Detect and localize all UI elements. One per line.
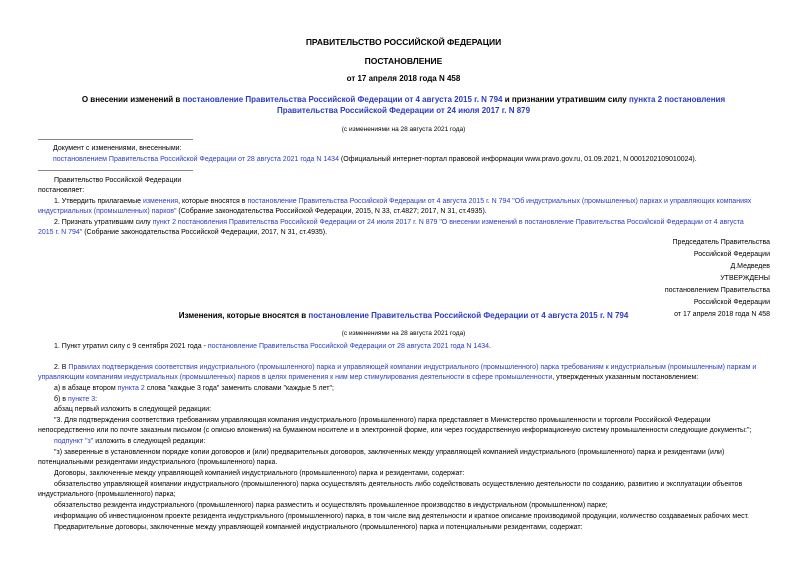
title-link-decree-794[interactable]: постановление Правительства Российской Федерации от 4 августа 2015 г. N 794 bbox=[182, 95, 503, 104]
link-point-2[interactable]: пункта 2 bbox=[117, 385, 145, 392]
link-decree-794-full-cont[interactable]: индустриальных (промышленных) парков" bbox=[38, 208, 177, 215]
annex-item1-link[interactable]: постановление Правительства Российской Федерации от 28 августа 2021 года N 1434 bbox=[207, 343, 490, 350]
annex-item-1: 1. Пункт утратил силу с 9 сентября 2021 года - постановление Правительства Российской Федерации от 28 августа 2021 года N 1434. bbox=[54, 343, 491, 350]
annex-item-2-line2: управляющим компаниям индустриальных (промышленных) парков в целях применения к ним мер стимулирования деятельности в сфере промышленности, утвержденных указанным постановлением: bbox=[38, 374, 699, 381]
approved-by2: Российской Федерации bbox=[693, 299, 770, 306]
quote-z-line1: "з) заверенные в установленном порядке копии договоров и (или) предварительных договоров, заключенных между управляющей компанией индустриального (промышленного) парка и резидентами (или) bbox=[54, 449, 725, 456]
decides-label: постановляет: bbox=[38, 187, 85, 194]
subitem-a: а) в абзаце втором пункта 2 слова "каждые 3 года" заменить словами "каждые 5 лет"; bbox=[54, 385, 334, 392]
contracts-para: Договоры, заключенные между управляющей компанией индустриального (промышленного) парка и резидентами, содержат: bbox=[54, 470, 465, 477]
link-point2-decree-879-cont[interactable]: 2015 г. N 794" bbox=[38, 229, 83, 236]
investment-info: информацию об инвестиционном проекте резидента индустриального (промышленного) парка, в том числе вид деятельности и краткое описание производимой продукции, количество создаваемых рабочих мест. bbox=[54, 513, 749, 520]
annex-rules-link-cont[interactable]: управляющим компаниям индустриальных (промышленных) парков в целях применения к ним мер стимулирования деятельности в сфере промышленности bbox=[38, 374, 553, 381]
title-link-point2[interactable]: пункта 2 постановления bbox=[628, 95, 726, 104]
link-changes[interactable]: изменения bbox=[142, 198, 179, 205]
paragraph-1-line2: индустриальных (промышленных) парков" (Собрание законодательства Российской Федерации, 2015, N 33, ст.4827; 2017, N 31, ст.4935). bbox=[38, 208, 487, 215]
signature-name: Д.Медведев bbox=[730, 263, 770, 270]
annex-title: Изменения, которые вносятся в постановление Правительства Российской Федерации от 4 августа 2015 г. N 794 bbox=[178, 311, 629, 320]
link-point2-decree-879[interactable]: пункт 2 постановления Правительства Российской Федерации от 24 июля 2017 г. N 879 "О внесении изменений в постановление Правительства Российской Федерации от 4 августа bbox=[152, 219, 744, 226]
paragraph-2-line2: 2015 г. N 794" (Собрание законодательства Российской Федерации, 2017, N 31, ст.4935). bbox=[38, 229, 328, 236]
signature-position2: Российской Федерации bbox=[693, 251, 770, 258]
obligation-line1: обязательство управляющей компании индустриального (промышленного) парка осуществлять деятельность либо содействовать осуществлению деятельности по созданию, развитию и эксплуатации объектов bbox=[54, 481, 743, 488]
link-decree-794-full[interactable]: постановление Правительства Российской Федерации от 4 августа 2015 г. N 794 "Об индустриальных (промышленных) парках и управляющих компаниях bbox=[247, 198, 752, 205]
edition-note: (с изменениями на 28 августа 2021 года) bbox=[341, 126, 466, 133]
changes-link-1434[interactable]: постановлением Правительства Российской Федерации от 28 августа 2021 года N 1434 bbox=[53, 156, 339, 163]
paragraph-2-line1: 2. Признать утратившим силу пункт 2 постановления Правительства Российской Федерации от 24 июля 2017 г. N 879 "О внесении изменений в постановление Правительства Российской Федерации от 4 августа bbox=[54, 219, 744, 226]
document-title-line1: О внесении изменений в постановление Правительства Российской Федерации от 4 августа 2015 г. N 794 и признании утратившим силу пункта 2 постановления bbox=[81, 95, 726, 104]
approved-label: УТВЕРЖДЕНЫ bbox=[720, 275, 770, 282]
doc-type-heading: ПОСТАНОВЛЕНИЕ bbox=[364, 56, 443, 66]
government-heading: ПРАВИТЕЛЬСТВО РОССИЙСКОЙ ФЕДЕРАЦИИ bbox=[305, 37, 502, 47]
annex-title-link[interactable]: постановление Правительства Российской Федерации от 4 августа 2015 г. N 794 bbox=[308, 311, 629, 320]
annex-rules-link[interactable]: Правилах подтверждения соответствия индустриального (промышленного) парка и управляющей компании индустриального (промышленного) парка требованиям к индустриальным (промышленным) паркам и bbox=[68, 364, 757, 371]
annex-edition-note: (с изменениями на 28 августа 2021 года) bbox=[341, 330, 466, 337]
quote-3-line1: "3. Для подтверждения соответствия требованиям управляющая компания индустриального (промышленного) парка представляет в Министерство промышленности и торговли Российской Федерации bbox=[54, 417, 711, 424]
separator-top bbox=[38, 139, 193, 140]
signature-position1: Председатель Правительства bbox=[672, 239, 770, 246]
preliminary-contracts: Предварительные договоры, заключенные между управляющей компанией индустриального (промышленного) парка и потенциальными резидентами, содержат: bbox=[54, 524, 583, 531]
subitem-b: б) в пункте 3: bbox=[54, 396, 98, 403]
annex-item-2-line1: 2. В Правилах подтверждения соответствия индустриального (промышленного) парка и управляющей компании индустриального (промышленного) парка требованиям к индустриальным (промышленным) паркам и bbox=[54, 364, 757, 371]
paragraph-1-line1: 1. Утвердить прилагаемые изменения, которые вносятся в постановление Правительства Российской Федерации от 4 августа 2015 г. N 794 "Об индустриальных (промышленных) парках и управляющих компаниях bbox=[54, 198, 752, 205]
quote-3-line2: непосредственно или по почте заказным письмом (с описью вложения) на бумажном носителе и в электронной форме, или через государственную информационную систему промышленности следующие документы:"; bbox=[38, 427, 752, 434]
obligation-resident: обязательство резидента индустриального (промышленного) парка разместить и осуществлять промышленное производство в индустриальном (промышленном) парке; bbox=[54, 502, 608, 509]
date-number: от 17 апреля 2018 года N 458 bbox=[346, 74, 461, 83]
obligation-line2: индустриального (промышленного) парка; bbox=[38, 491, 176, 498]
changes-line: постановлением Правительства Российской Федерации от 28 августа 2021 года N 1434 (Официальный интернет-портал правовой информации www.pravo.gov.ru, 01.09.2021, N 0001202109010024). bbox=[53, 156, 697, 163]
subpoint-z-note: подпункт "з" изложить в следующей редакции: bbox=[54, 438, 206, 445]
government-label: Правительство Российской Федерации bbox=[54, 177, 182, 184]
document-title-line2 bbox=[0, 106, 807, 115]
quote-z-line2: потенциальными резидентами индустриального (промышленного) парка. bbox=[38, 459, 278, 466]
link-subpoint-z[interactable]: подпункт "з" bbox=[54, 438, 94, 445]
link-point-3[interactable]: пункте 3 bbox=[67, 396, 96, 403]
separator-bottom bbox=[38, 170, 193, 171]
changes-label: Документ с изменениями, внесенными: bbox=[53, 145, 182, 152]
abzac-1-note: абзац первый изложить в следующей редакции: bbox=[54, 406, 212, 413]
approved-by1: постановлением Правительства bbox=[664, 287, 770, 294]
approved-date: от 17 апреля 2018 года N 458 bbox=[674, 311, 770, 318]
title-link-decree-879[interactable]: Правительства Российской Федерации от 24 июля 2017 г. N 879 bbox=[276, 106, 531, 115]
